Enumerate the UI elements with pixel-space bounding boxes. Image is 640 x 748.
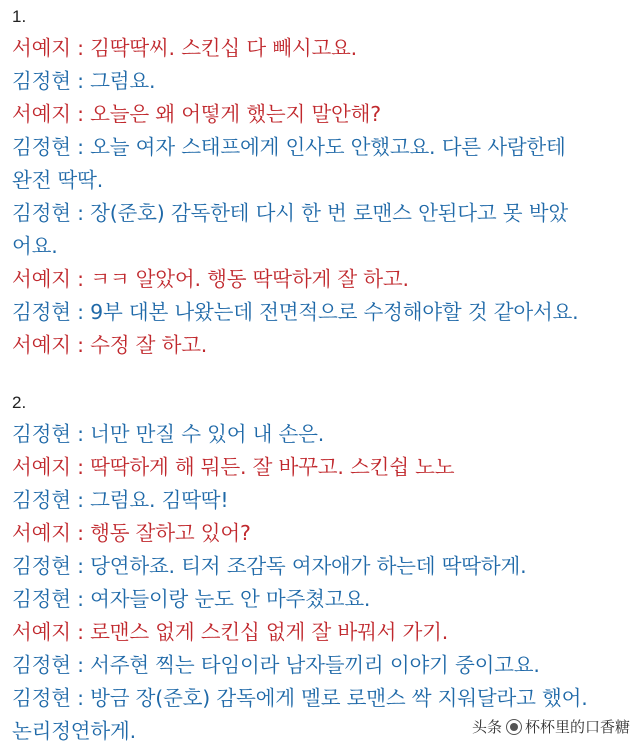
dialogue-line: 서예지 : 로맨스 없게 스킨십 없게 잘 바꿔서 가기.: [12, 620, 449, 644]
dialogue-line: 김정현 : 방금 장(준호) 감독에게 멜로 로맨스 싹 지워달라고 했어.: [12, 686, 588, 710]
dialogue-line: 김정현 : 여자들이랑 눈도 안 마주쳤고요.: [12, 587, 371, 611]
dialogue-line: 서예지 : 딱딱하게 해 뭐든. 잘 바꾸고. 스킨쉽 노노: [12, 455, 455, 479]
dialogue-line: 서예지 : 김딱딱씨. 스킨십 다 빼시고요.: [12, 36, 357, 60]
dialogue-line: 김정현 : 9부 대본 나왔는데 전면적으로 수정해야할 것 같아서요.: [12, 300, 579, 324]
dialogue-line: 완전 딱딱.: [12, 168, 104, 192]
dialogue-line: 김정현 : 오늘 여자 스태프에게 인사도 안했고요. 다른 사람한테: [12, 135, 566, 159]
section-number: 1.: [12, 7, 27, 26]
dialogue-line: 김정현 : 장(준호) 감독한테 다시 한 번 로맨스 안된다고 못 박았: [12, 201, 568, 225]
dialogue-line: 서예지 : 오늘은 왜 어떻게 했는지 말안해?: [12, 102, 381, 126]
dialogue-line: 논리정연하게.: [12, 719, 136, 743]
section-2: [0, 388, 640, 748]
dialogue-line: 김정현 : 당연하죠. 티저 조감독 여자애가 하는데 딱딱하게.: [12, 554, 527, 578]
at-icon: [506, 719, 522, 735]
dialogue-line: 김정현 : 그럼요. 김딱딱!: [12, 488, 229, 512]
dialogue-list: [12, 418, 640, 748]
dialogue-list: [12, 32, 640, 362]
watermark: [472, 716, 630, 737]
dialogue-line: 어요.: [12, 234, 58, 258]
watermark-prefix: 头条: [471, 718, 502, 736]
dialogue-line: 서예지 : 행동 잘하고 있어?: [12, 521, 251, 545]
dialogue-line: 서예지 : 수정 잘 하고.: [12, 333, 208, 357]
section-1: [0, 0, 640, 362]
watermark-author: 杯杯里的口香糖: [524, 718, 630, 736]
section-number: 2.: [12, 393, 27, 412]
dialogue-line: 김정현 : 서주현 찍는 타임이라 남자들끼리 이야기 중이고요.: [12, 653, 540, 677]
dialogue-line: 김정현 : 그럼요.: [12, 69, 156, 93]
dialogue-line: 김정현 : 너만 만질 수 있어 내 손은.: [12, 422, 325, 446]
section-gap: [0, 362, 640, 388]
dialogue-line: 서예지 : ㅋㅋ 알았어. 행동 딱딱하게 잘 하고.: [12, 267, 409, 291]
